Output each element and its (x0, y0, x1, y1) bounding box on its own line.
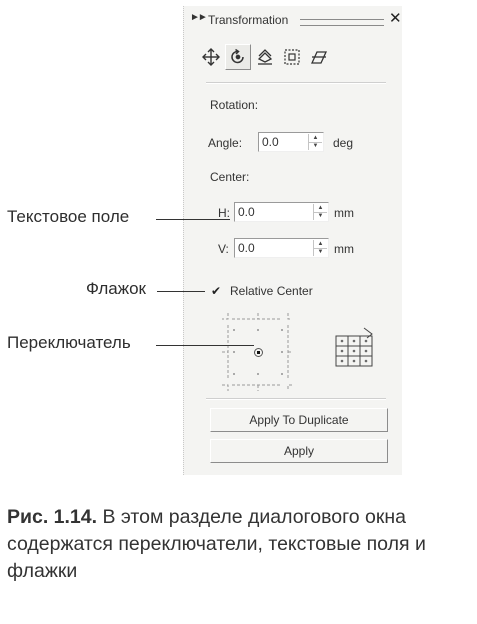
anchor-radio-bottom-left[interactable] (230, 370, 238, 378)
v-unit: mm (334, 242, 354, 256)
v-field[interactable] (234, 238, 329, 258)
transform-mode-tabs (198, 44, 358, 70)
transformation-docker (183, 6, 402, 475)
callout-leader (156, 219, 230, 220)
anchor-radio-center[interactable] (254, 348, 263, 357)
relative-center-checkbox[interactable]: ✔ (211, 284, 222, 298)
apply-button[interactable]: Apply (210, 439, 388, 463)
rotation-section-label: Rotation: (210, 98, 259, 112)
anchor-grid-icon (334, 326, 376, 368)
caption-text: В этом разделе диалогового окна содержатся переключатели, текстовые поля и флажки (7, 506, 426, 582)
spin-down-icon[interactable]: ▼ (309, 142, 322, 151)
spin-up-icon[interactable]: ▲ (317, 240, 324, 247)
callout-leader (156, 345, 254, 346)
callout-checkbox: Флажок (86, 279, 146, 298)
h-unit: mm (334, 206, 354, 220)
tab-size[interactable] (279, 44, 305, 70)
anchor-radio-bottom-center[interactable] (254, 370, 262, 378)
anchor-radio-top-center[interactable] (254, 326, 262, 334)
spin-up-icon[interactable]: ▲ (312, 134, 319, 141)
figure-caption (7, 504, 467, 585)
h-value: 0.0 (238, 205, 255, 219)
docker-grip[interactable] (300, 19, 384, 26)
v-spinner[interactable] (313, 240, 327, 256)
skew-icon (310, 48, 328, 66)
angle-label: Angle: (208, 136, 243, 150)
anchor-radio-bottom-right[interactable] (278, 370, 286, 378)
tab-scale-mirror[interactable] (252, 44, 278, 70)
angle-unit: deg (333, 136, 354, 150)
close-icon[interactable]: ✕ (389, 10, 402, 27)
tab-position[interactable] (198, 44, 224, 70)
separator (206, 398, 386, 400)
center-section-label: Center: (210, 170, 250, 184)
size-icon (283, 48, 301, 66)
callout-text-field: Текстовое поле (7, 207, 130, 226)
tab-rotation[interactable] (225, 44, 251, 70)
angle-value: 0.0 (262, 135, 279, 149)
anchor-point-selector (218, 313, 296, 391)
callout-radio: Переключатель (7, 333, 131, 352)
h-spinner[interactable] (313, 204, 327, 220)
spin-down-icon[interactable]: ▼ (314, 248, 327, 257)
anchor-radio-top-right[interactable] (278, 326, 286, 334)
scale-mirror-icon (256, 48, 274, 66)
anchor-grid-button[interactable] (334, 326, 376, 373)
angle-field[interactable] (258, 132, 324, 152)
spin-up-icon[interactable]: ▲ (317, 204, 324, 211)
angle-spinner[interactable] (308, 134, 322, 150)
spin-down-icon[interactable]: ▼ (314, 212, 327, 221)
h-label: H: (218, 206, 230, 220)
callout-leader (157, 291, 205, 292)
rotate-icon (229, 48, 247, 66)
figure-number: Рис. 1.14. (7, 506, 98, 528)
tab-skew[interactable] (306, 44, 332, 70)
anchor-radio-middle-right[interactable] (278, 348, 286, 356)
anchor-radio-top-left[interactable] (230, 326, 238, 334)
v-label: V: (218, 242, 229, 256)
h-field[interactable] (234, 202, 329, 222)
move-arrows-icon (202, 48, 220, 66)
separator (206, 82, 386, 84)
relative-center-label: Relative Center (230, 284, 313, 298)
v-value: 0.0 (238, 241, 255, 255)
apply-to-duplicate-button[interactable]: Apply To Duplicate (210, 408, 388, 432)
expand-arrows-icon[interactable]: ►► (190, 12, 206, 23)
anchor-radio-middle-left[interactable] (230, 348, 238, 356)
docker-title: Transformation (208, 13, 289, 27)
docker-titlebar[interactable] (184, 10, 402, 30)
